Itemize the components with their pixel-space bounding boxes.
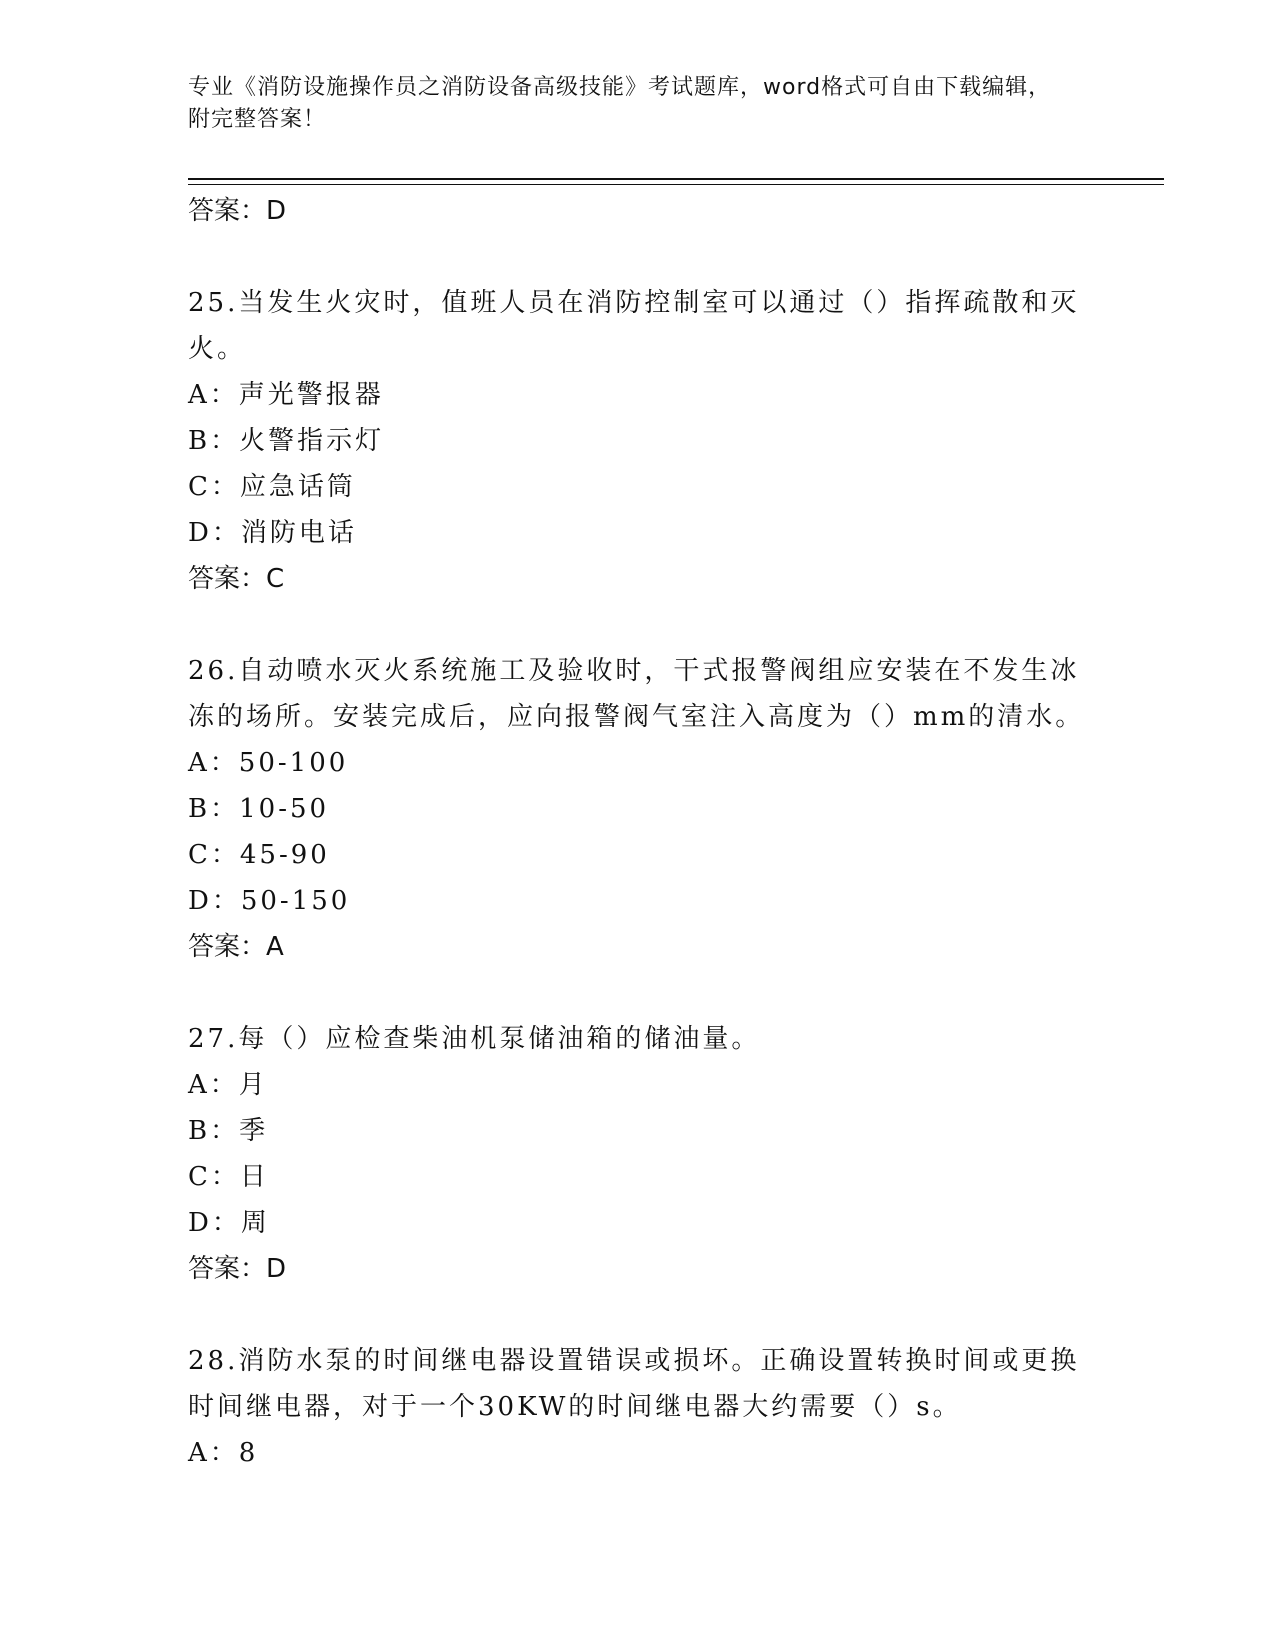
option-b: B：季 <box>188 1116 269 1146</box>
question-stem: 28.消防水泵的时间继电器设置错误或损坏。正确设置转换时间或更换时间继电器，对于一个30KW的时间继电器大约需要（）s。 <box>188 1346 1080 1422</box>
option-d: D：消防电话 <box>188 518 357 548</box>
option-a: A：50-100 <box>188 748 349 778</box>
option-b: B：10-50 <box>188 794 330 824</box>
question-26 <box>188 648 1088 970</box>
option-a: A：8 <box>188 1438 259 1468</box>
answer-line: 答案：D <box>188 196 287 226</box>
answer-line: 答案：A <box>188 932 284 962</box>
question-stem: 25.当发生火灾时，值班人员在消防控制室可以通过（）指挥疏散和灭火。 <box>188 288 1080 364</box>
question-25 <box>188 280 1088 602</box>
question-stem: 27.每（）应检查柴油机泵储油箱的储油量。 <box>188 1024 761 1054</box>
option-d: D：周 <box>188 1208 270 1238</box>
option-d: D：50-150 <box>188 886 351 916</box>
option-c: C：应急话筒 <box>188 472 356 502</box>
option-a: A：月 <box>188 1070 268 1100</box>
option-c: C：日 <box>188 1162 269 1192</box>
answer-line: 答案：D <box>188 1254 287 1284</box>
header-rule-thin <box>188 184 1164 185</box>
answer-line: 答案：C <box>188 564 285 594</box>
option-c: C：45-90 <box>188 840 330 870</box>
option-a: A：声光警报器 <box>188 380 384 410</box>
header-rule-thick <box>188 178 1164 180</box>
question-28 <box>188 1338 1088 1476</box>
question-27 <box>188 1016 1088 1292</box>
question-list <box>188 188 1088 1476</box>
question-stem: 26.自动喷水灭火系统施工及验收时，干式报警阀组应安装在不发生冰冻的场所。安装完成后，应向报警阀气室注入高度为（）mm的清水。 <box>188 656 1085 732</box>
document-header: 专业《消防设施操作员之消防设备高级技能》考试题库，word格式可自由下载编辑，附完整答案！ <box>188 75 1052 132</box>
option-b: B：火警指示灯 <box>188 426 385 456</box>
